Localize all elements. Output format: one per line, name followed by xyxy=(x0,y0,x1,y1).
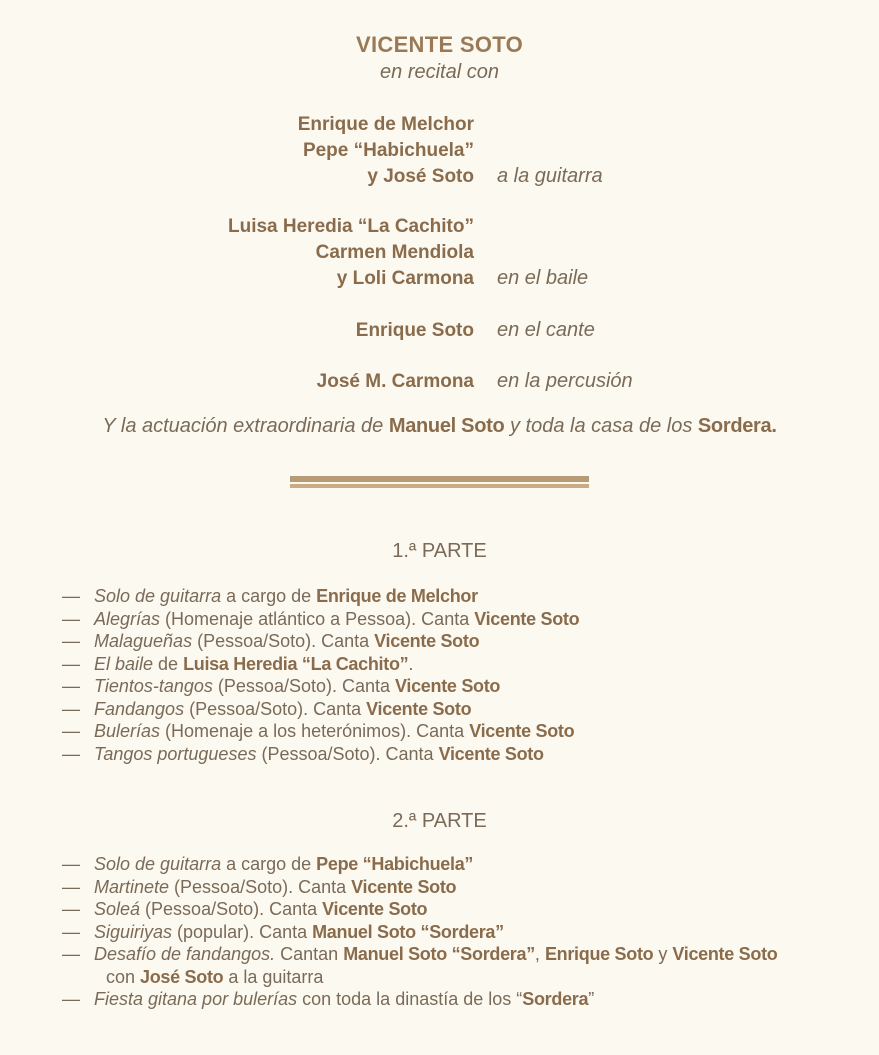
guitarist-name: Pepe “Habichuela” xyxy=(302,140,474,161)
dash: — xyxy=(62,989,80,1009)
list-item xyxy=(62,585,579,608)
performer-name: José Soto xyxy=(140,966,224,987)
performer-name: Vicente Soto xyxy=(322,899,428,919)
performer-name: Vicente Soto xyxy=(438,743,544,764)
performer-name: Enrique Soto xyxy=(544,944,654,964)
extra-name: Manuel Soto xyxy=(388,415,505,437)
dash: — xyxy=(62,631,80,651)
performer-name: Pepe “Habichuela” xyxy=(316,854,474,874)
list-item xyxy=(62,608,579,631)
dancer-name: Carmen Mendiola xyxy=(315,242,474,263)
piece-detail: (popular). Canta xyxy=(172,921,313,942)
piece-detail: . xyxy=(408,653,414,674)
singer-role: en el cante xyxy=(497,319,595,341)
piece-title: Solo de guitarra xyxy=(94,854,222,874)
performer-name: Vicente Soto xyxy=(672,944,778,964)
piece-detail: (Pessoa/Soto). Canta xyxy=(256,743,439,764)
piece-detail: (Pessoa/Soto). Canta xyxy=(169,876,352,897)
dash: — xyxy=(62,698,80,719)
list-item xyxy=(62,743,579,766)
dash: — xyxy=(62,608,80,629)
percussionist-name: José M. Carmona xyxy=(316,371,474,392)
extra-name: Sordera xyxy=(697,415,772,437)
list-item xyxy=(62,853,777,876)
guitarist-name: y José Soto xyxy=(367,166,474,187)
list-item xyxy=(62,988,777,1011)
guitarist-name: Enrique de Melchor xyxy=(297,114,474,135)
dash: — xyxy=(62,854,80,874)
dash: — xyxy=(62,743,80,764)
piece-title: Fandangos xyxy=(94,698,185,719)
piece-title: Alegrías xyxy=(94,608,161,629)
piece-detail: Cantan xyxy=(275,944,344,964)
extra-text: Y la actuación extraordinaria de xyxy=(102,415,389,437)
piece-title: Martinete xyxy=(94,876,170,897)
piece-title: Tientos-tangos xyxy=(94,676,213,696)
dancer-name: Luisa Heredia “La Cachito” xyxy=(227,216,474,237)
part-two-heading: 2.ª PARTE xyxy=(392,810,487,832)
dancer-name: y Loli Carmona xyxy=(336,268,474,289)
piece-title: Bulerías xyxy=(94,721,161,741)
list-item xyxy=(62,921,777,944)
piece-detail: (Pessoa/Soto). Canta xyxy=(184,698,367,719)
list-item xyxy=(62,876,777,899)
list-item xyxy=(62,653,579,676)
part-one-program xyxy=(62,585,579,765)
part-two-program xyxy=(62,853,777,1011)
piece-detail: con xyxy=(106,966,141,987)
piece-detail: y xyxy=(653,944,673,964)
page-title: VICENTE SOTO xyxy=(356,32,523,57)
performer-name: Manuel Soto “Sordera” xyxy=(312,921,504,942)
performer-name: Manuel Soto “Sordera” xyxy=(343,944,535,964)
extraordinary-line xyxy=(0,415,879,438)
dash: — xyxy=(62,721,80,741)
piece-detail: ” xyxy=(588,989,595,1009)
dash: — xyxy=(62,676,80,696)
list-item xyxy=(62,630,579,653)
guitar-role: a la guitarra xyxy=(497,165,603,187)
dash: — xyxy=(62,586,80,606)
extra-text: y toda la casa de los xyxy=(504,415,698,437)
section-divider xyxy=(290,476,589,490)
list-item xyxy=(62,720,579,743)
percussion-role: en la percusión xyxy=(497,370,633,392)
performer-name: Vicente Soto xyxy=(374,631,480,651)
list-item-continuation xyxy=(62,966,777,989)
piece-title: Desafío de fandangos. xyxy=(94,944,276,964)
list-item xyxy=(62,675,579,698)
piece-title: Malagueñas xyxy=(94,631,193,651)
performer-name: Vicente Soto xyxy=(395,676,501,696)
performer-name: Vicente Soto xyxy=(366,698,472,719)
dash: — xyxy=(62,876,80,897)
piece-detail: , xyxy=(534,944,545,964)
performer-name: Sordera xyxy=(522,989,589,1009)
piece-detail: de xyxy=(153,653,184,674)
piece-title: Solo de guitarra xyxy=(94,586,222,606)
piece-detail: a cargo de xyxy=(221,854,317,874)
list-item xyxy=(62,698,579,721)
dash: — xyxy=(62,899,80,919)
part-one-heading: 1.ª PARTE xyxy=(392,540,487,562)
piece-title: Siguiriyas xyxy=(94,921,173,942)
piece-detail: (Homenaje atlántico a Pessoa). Canta xyxy=(160,608,475,629)
performer-name: Vicente Soto xyxy=(351,876,457,897)
piece-title: El baile xyxy=(94,653,154,674)
dash: — xyxy=(62,921,80,942)
extra-text: . xyxy=(771,415,777,437)
piece-title: Tangos portugueses xyxy=(94,743,257,764)
page-subtitle: en recital con xyxy=(380,61,499,83)
piece-detail: (Pessoa/Soto). Canta xyxy=(140,899,323,919)
piece-detail: con toda la dinastía de los “ xyxy=(297,989,523,1009)
dance-role: en el baile xyxy=(497,267,589,289)
performer-name: Vicente Soto xyxy=(469,721,575,741)
piece-title: Fiesta gitana por bulerías xyxy=(94,989,298,1009)
performer-name: Vicente Soto xyxy=(474,608,580,629)
performer-name: Enrique de Melchor xyxy=(316,586,478,606)
list-item xyxy=(62,898,777,921)
piece-detail: a cargo de xyxy=(221,586,317,606)
piece-title: Soleá xyxy=(94,899,141,919)
singer-name: Enrique Soto xyxy=(355,320,474,341)
piece-detail: (Pessoa/Soto). Canta xyxy=(212,676,396,696)
dash: — xyxy=(62,653,80,674)
performer-name: Luisa Heredia “La Cachito” xyxy=(183,653,409,674)
piece-detail: (Pessoa/Soto). Canta xyxy=(192,631,375,651)
piece-detail: (Homenaje a los heterónimos). Canta xyxy=(160,721,470,741)
list-item xyxy=(62,943,777,966)
dash: — xyxy=(62,944,80,964)
piece-detail: a la guitarra xyxy=(223,966,324,987)
